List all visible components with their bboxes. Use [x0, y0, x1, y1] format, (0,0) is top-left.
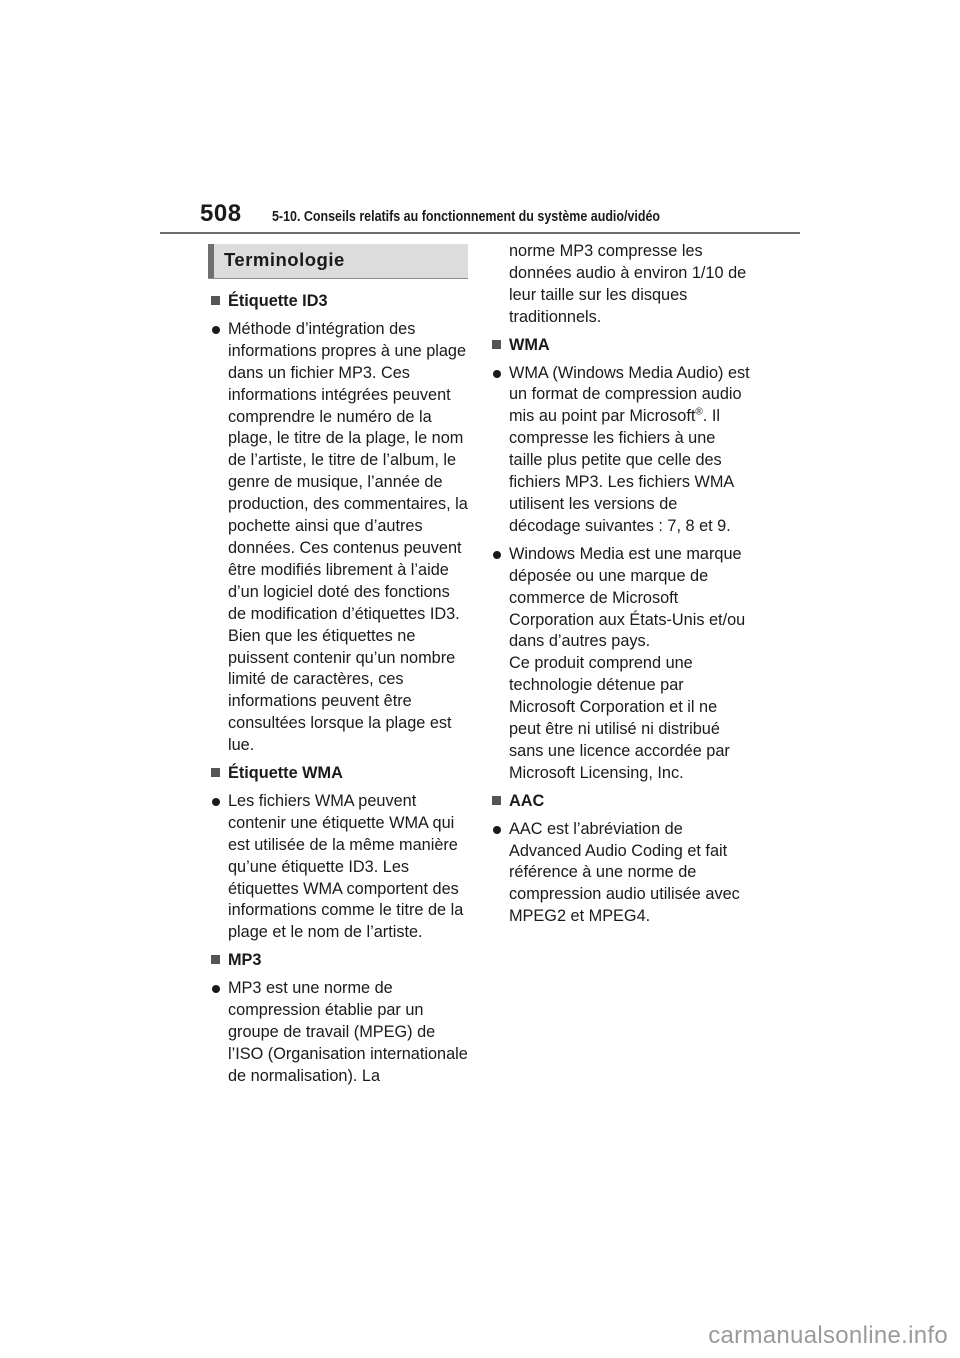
section-header	[208, 244, 468, 279]
heading-aac: AAC	[491, 791, 753, 813]
round-bullet-icon	[493, 551, 501, 559]
square-bullet-icon	[492, 340, 501, 349]
watermark: carmanualsonline.info	[708, 1322, 948, 1349]
round-bullet-icon	[212, 798, 220, 806]
header-divider	[160, 232, 800, 234]
section-accent-bar	[208, 244, 214, 278]
bullet-mp3-continued: norme MP3 compresse les données audio à environ 1/10 de leur taille sur les disques traditionnels.	[509, 242, 747, 326]
heading-wma-tag: Étiquette WMA	[210, 763, 472, 785]
bullet-aac: AAC est l’abréviation de Advanced Audio Coding et fait référence à une norme de compression audio utilisée avec MPEG2 et MPEG4.	[491, 819, 753, 929]
section-title: Terminologie	[224, 249, 345, 270]
bullet-mp3: MP3 est une norme de compression établie par un groupe de travail (MPEG) de l’ISO (Organisation internationale de normalisation). La	[210, 978, 472, 1088]
bullet-wma: WMA (Windows Media Audio) est un format de compression audio mis au point par Microsoft®. Il compresse les fichiers à une taille plus petite que celle des fichiers MP3. Les fichiers WMA utilisent les versions de décodage suivantes : 7, 8 et 9.	[491, 363, 753, 538]
page-number: 508	[200, 200, 242, 227]
right-column	[491, 241, 753, 934]
round-bullet-icon	[493, 370, 501, 378]
heading-wma: WMA	[491, 335, 753, 357]
round-bullet-icon	[493, 826, 501, 834]
heading-mp3: MP3	[210, 950, 472, 972]
bullet-wma-tag: Les fichiers WMA peuvent contenir une étiquette WMA qui est utilisée de la même manière qu’une étiquette ID3. Les étiquettes WMA comportent des informations comme le titre de la plage et le nom de l’artiste.	[210, 791, 472, 944]
left-column	[210, 285, 472, 1094]
bullet-windows-media: Windows Media est une marque déposée ou une marque de commerce de Microsoft Corporation aux États-Unis et/ou dans d’autres pays. Ce produit comprend une technologie détenue par Microsoft Corporation et il ne peut être ni utilisé ni distribué sans une licence accordée par Microsoft Licensing, Inc.	[491, 544, 753, 785]
square-bullet-icon	[492, 796, 501, 805]
square-bullet-icon	[211, 768, 220, 777]
round-bullet-icon	[212, 326, 220, 334]
square-bullet-icon	[211, 955, 220, 964]
heading-id3: Étiquette ID3	[210, 291, 472, 313]
square-bullet-icon	[211, 296, 220, 305]
round-bullet-icon	[212, 985, 220, 993]
chapter-title: 5-10. Conseils relatifs au fonctionnement du système audio/vidéo	[272, 209, 661, 225]
bullet-id3: Méthode d’intégration des informations propres à une plage dans un fichier MP3. Ces informations intégrées peuvent comprendre le numéro de la plage, le titre de la plage, le nom de l’artiste, le titre de l’album, le genre de musique, l’année de production, des commentaires, la pochette ainsi que d’autres données. Ces contenus peuvent être modifiés librement à l’aide d’un logiciel doté des fonctions de modification d’étiquettes ID3. Bien que les étiquettes ne puissent contenir qu’un nombre limité de caractères, ces informations peuvent être consultées lorsque la plage est lue.	[210, 319, 472, 757]
